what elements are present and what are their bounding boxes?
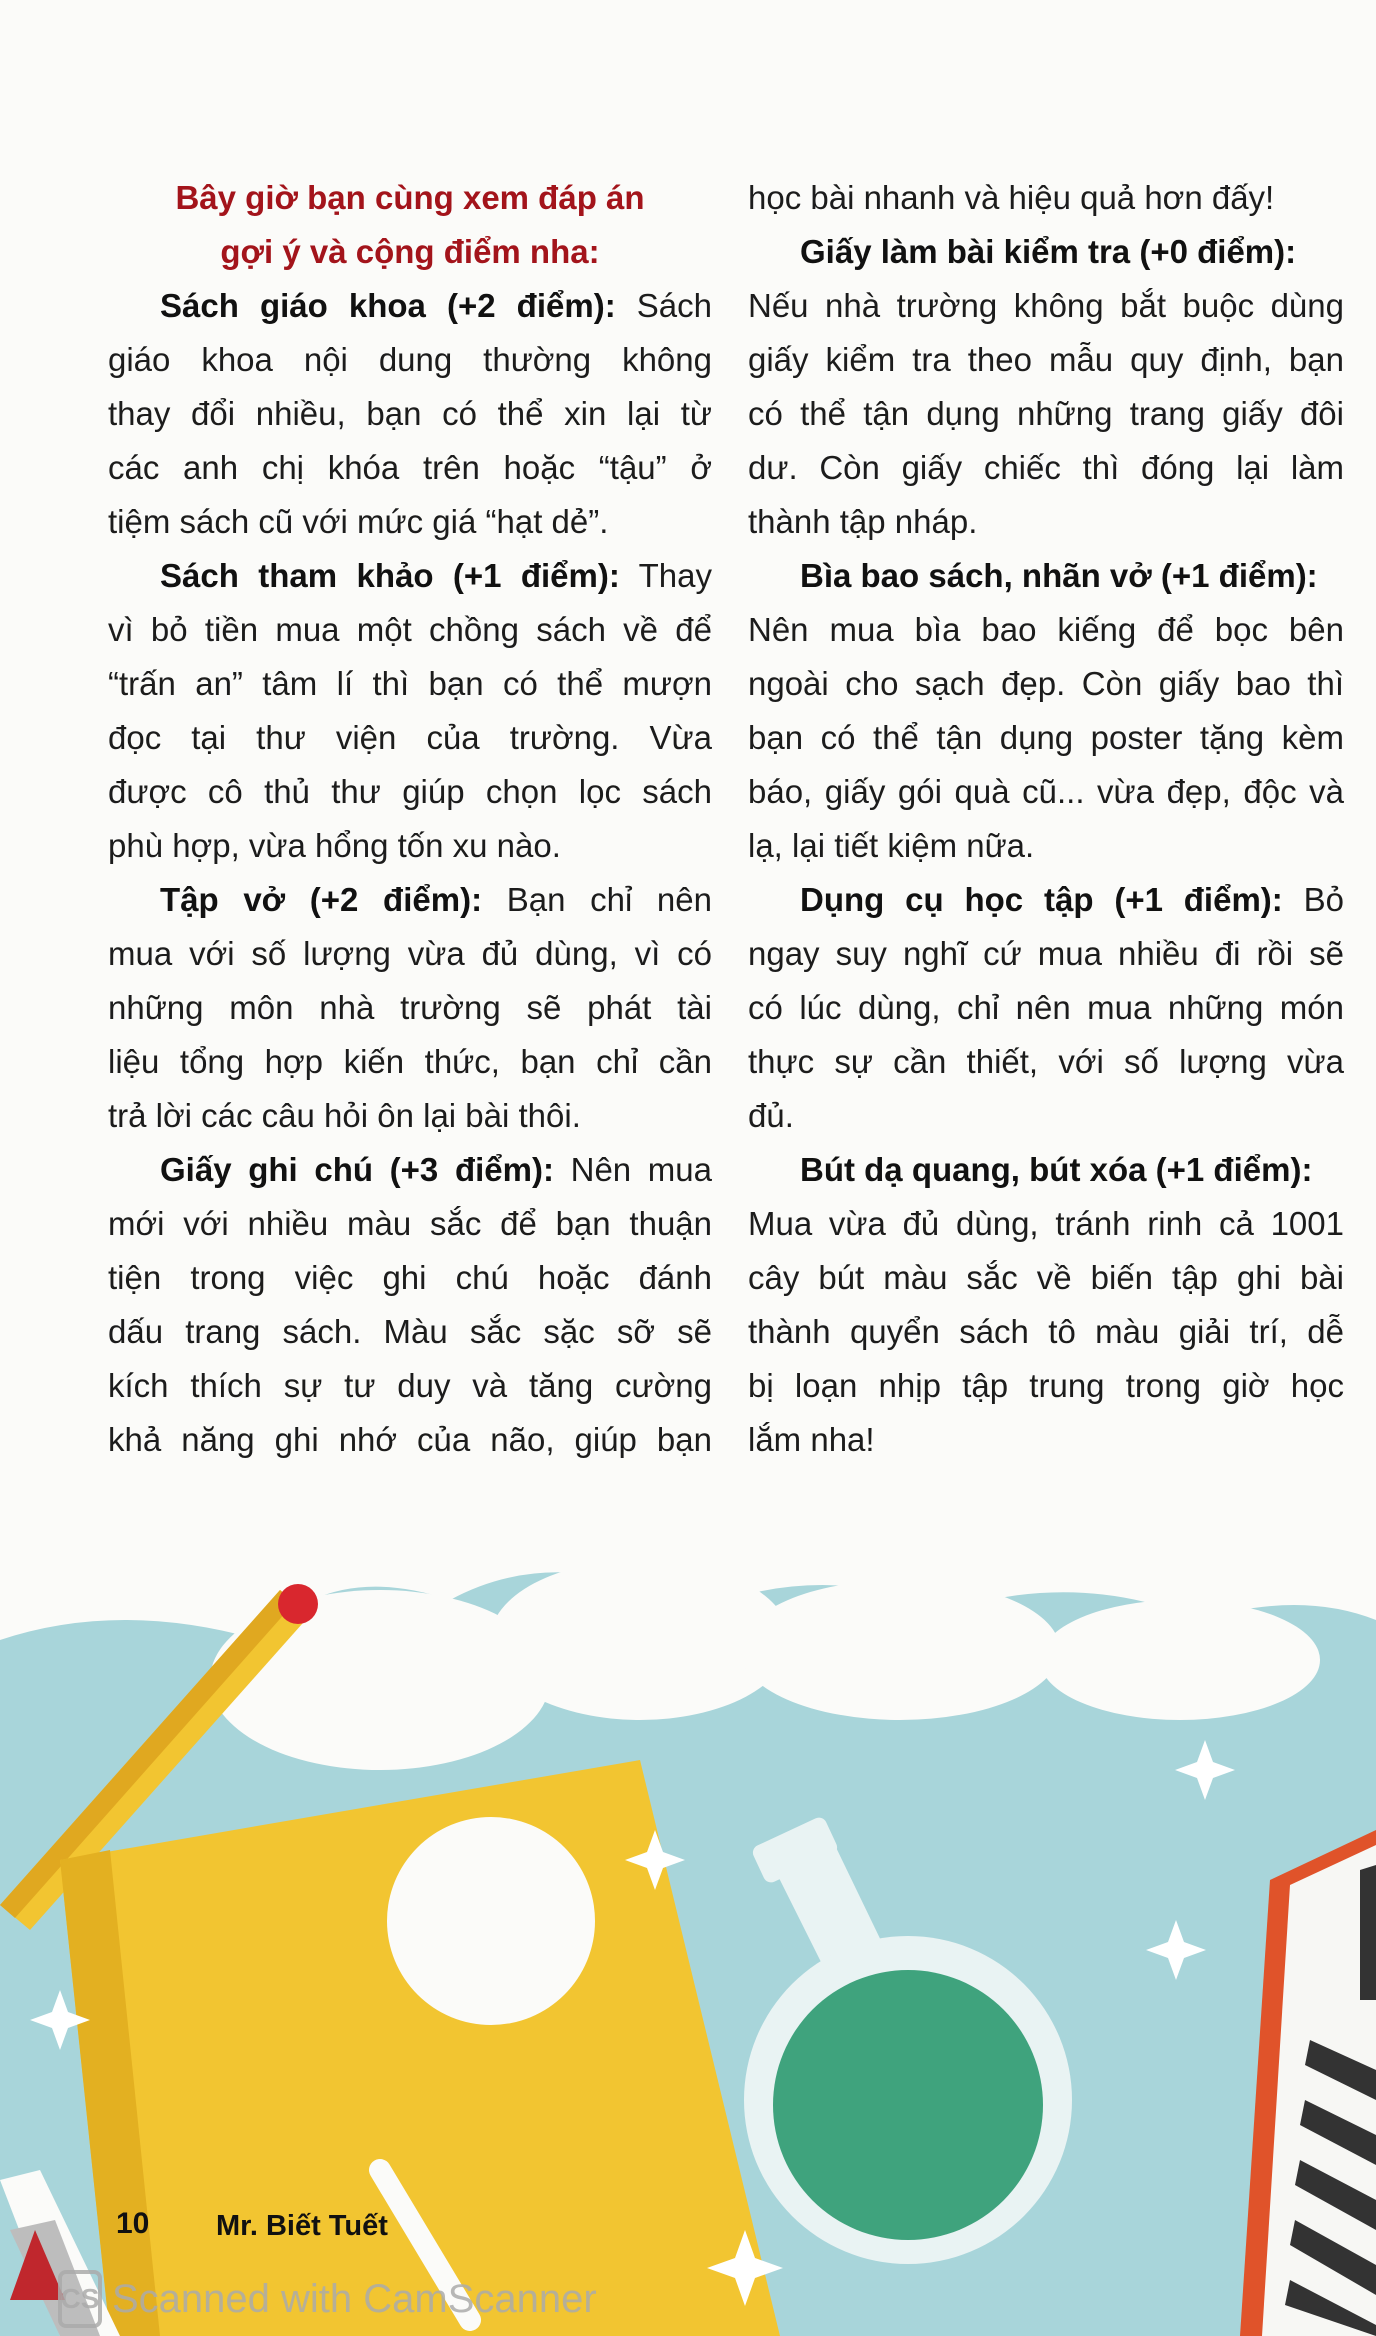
paragraph-start-line [108,279,712,333]
text-line: lắm nha! [748,1421,875,1458]
item-text: Sách [615,287,712,324]
paragraph-start-line [748,549,1344,603]
text-line: cây bút màu sắc về biến tập ghi bài [748,1259,1344,1296]
page-number: 10 [116,2207,150,2240]
right-column [748,171,1344,1467]
text-line: có thể tận dụng những trang giấy đôi [748,395,1344,432]
item-label: Sách giáo khoa (+2 điểm): [160,287,616,324]
item-text: Nên mua [553,1151,713,1188]
text-line: bị loạn nhịp tập trung trong giờ học [748,1367,1344,1404]
book-title: Mr. Biết Tuết [216,2210,388,2242]
section-heading: gợi ý và cộng điểm nha: [220,233,600,270]
text-line: có lúc dùng, chỉ nên mua những món [748,989,1344,1026]
item-label: Bìa bao sách, nhãn vở (+1 điểm): [800,557,1318,594]
left-column [108,171,712,1467]
text-line: bạn có thể tận dụng poster tặng kèm [748,719,1344,756]
item-label: Sách tham khảo (+1 điểm): [160,557,620,594]
text-line: tiện trong việc ghi chú hoặc đánh [108,1259,712,1296]
text-line: học bài nhanh và hiệu quả hơn đấy! [748,179,1275,216]
text-line: đủ. [748,1097,794,1134]
text-line: kích thích sự tư duy và tăng cường [108,1367,712,1404]
camscanner-logo-icon: CS [58,2270,102,2328]
text-line: ngay suy nghĩ cứ mua nhiều đi rồi sẽ [748,935,1344,972]
text-line: Nếu nhà trường không bắt buộc dùng [748,287,1344,324]
watermark-text: Scanned with CamScanner [112,2277,597,2321]
text-line: Mua vừa đủ dùng, tránh rinh cả 1001 [748,1205,1344,1242]
text-line: liệu tổng hợp kiến thức, bạn chỉ cần [108,1043,712,1080]
text-line: thay đổi nhiều, bạn có thể xin lại từ [108,395,712,432]
paragraph-start-line [108,549,712,603]
item-label: Bút dạ quang, bút xóa (+1 điểm): [800,1151,1313,1188]
section-heading: Bây giờ bạn cùng xem đáp án [175,179,645,216]
item-label: Giấy làm bài kiểm tra (+0 điểm): [800,233,1297,270]
text-line: các anh chị khóa trên hoặc “tậu” ở [108,449,712,486]
text-line: giáo khoa nội dung thường không [108,341,712,378]
text-line: những môn nhà trường sẽ phát tài [108,989,712,1026]
text-line: “trấn an” tâm lí thì bạn có thể mượn [108,665,712,702]
item-label: Giấy ghi chú (+3 điểm): [160,1151,554,1188]
text-line: dư. Còn giấy chiếc thì đóng lại làm [748,449,1344,486]
text-line: giấy kiểm tra theo mẫu quy định, bạn [748,341,1344,378]
text-line: mua với số lượng vừa đủ dùng, vì có [108,935,712,972]
camscanner-watermark [58,2268,597,2330]
text-line: đọc tại thư viện của trường. Vừa [108,719,712,756]
paragraph-start-line [108,1143,712,1197]
text-line: khả năng ghi nhớ của não, giúp bạn [108,1421,712,1458]
paragraph-start-line [748,873,1344,927]
text-line: ngoài cho sạch đẹp. Còn giấy bao thì [748,665,1344,702]
item-label: Tập vở (+2 điểm): [160,881,483,918]
text-line: thành tập nháp. [748,503,978,540]
text-line: phù hợp, vừa hổng tốn xu nào. [108,827,561,864]
paragraph-start-line [108,873,712,927]
text-line: thực sự cần thiết, với số lượng vừa [748,1043,1344,1080]
text-line: lạ, lại tiết kiệm nữa. [748,827,1035,864]
text-line: báo, giấy gói quà cũ... vừa đẹp, độc và [748,773,1344,810]
text-line: được cô thủ thư giúp chọn lọc sách [108,773,712,810]
paragraph-start-line [748,225,1344,279]
item-text: Thay [619,557,713,594]
text-line: trả lời các câu hỏi ôn lại bài thôi. [108,1097,581,1134]
text-line: thành quyển sách tô màu giải trí, dễ [748,1313,1344,1350]
item-text: Bỏ [1282,881,1344,918]
text-line: vì bỏ tiền mua một chồng sách về để [108,611,712,648]
item-label: Dụng cụ học tập (+1 điểm): [800,881,1283,918]
item-text: Bạn chỉ nên [482,881,712,918]
text-line: tiệm sách cũ với mức giá “hạt dẻ”. [108,503,609,540]
text-line: mới với nhiều màu sắc để bạn thuận [108,1205,712,1242]
text-line: dấu trang sách. Màu sắc sặc sỡ sẽ [108,1313,712,1350]
paragraph-start-line [748,1143,1344,1197]
text-line: Nên mua bìa bao kiếng để bọc bên [748,611,1344,648]
